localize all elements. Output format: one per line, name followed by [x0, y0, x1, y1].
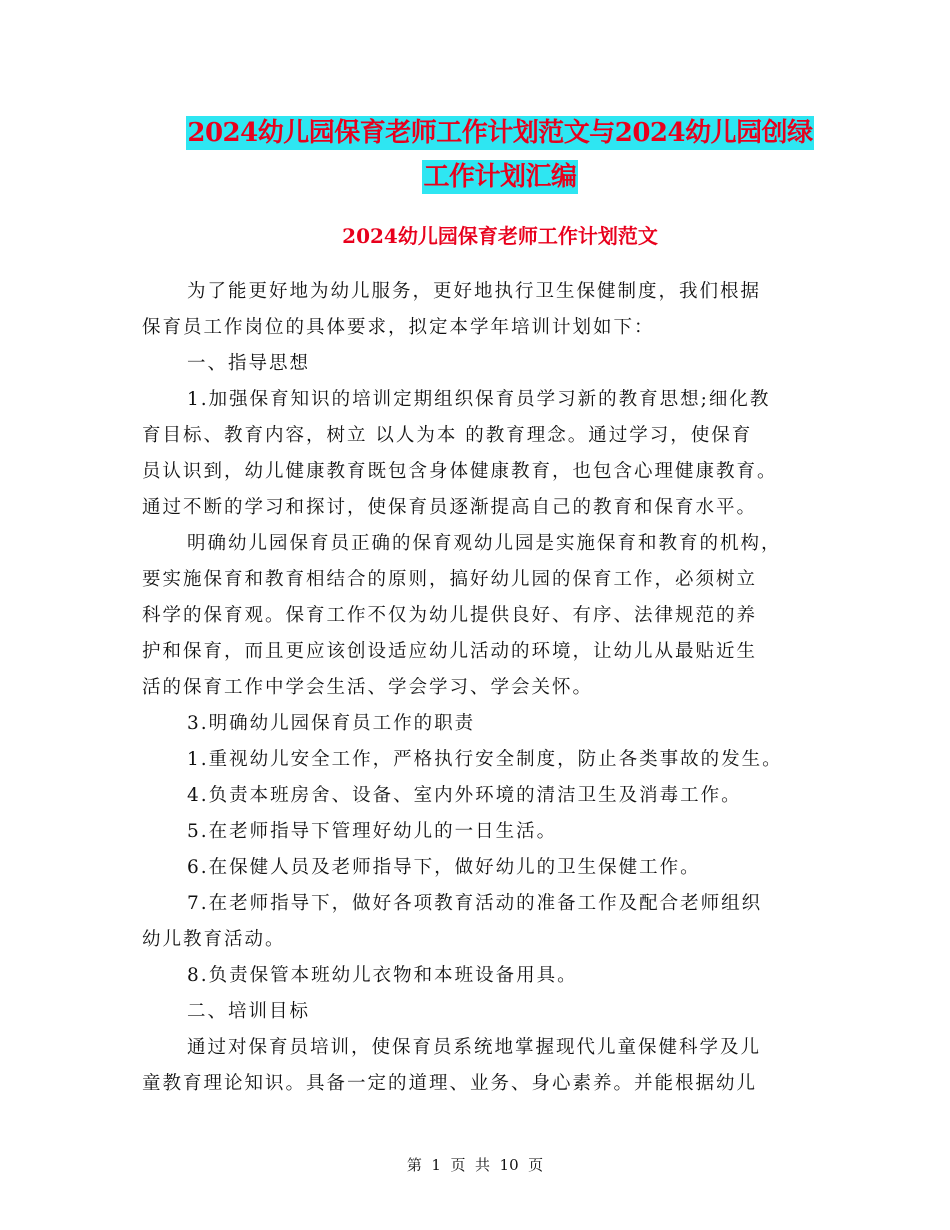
body-line: 通过不断的学习和探讨，使保育员逐渐提高自己的教育和保育水平。	[142, 497, 758, 518]
body-line: 通过对保育员培训，使保育员系统地掌握现代儿童保健科学及儿	[187, 1037, 762, 1058]
body-line: 童教育理论知识。具备一定的道理、业务、身心素养。并能根据幼儿	[142, 1073, 758, 1094]
body-line: 护和保育，而且更应该创设适应幼儿活动的环境，让幼儿从最贴近生	[142, 641, 758, 662]
heading-guiding-thought: 一、指导思想	[187, 353, 311, 374]
body-line: 1.重视幼儿安全工作，严格执行安全制度，防止各类事故的发生。	[187, 749, 783, 770]
body-line: 5.在老师指导下管理好幼儿的一日生活。	[187, 821, 558, 842]
document-title-text-1: 2024幼儿园保育老师工作计划范文与2024幼儿园创绿	[187, 118, 813, 148]
document-title-line-1	[130, 112, 870, 149]
page-footer: 第 1 页 共 10 页	[406, 1156, 544, 1174]
body-line: 明确幼儿园保育员正确的保育观幼儿园是实施保育和教育的机构，	[187, 533, 782, 554]
body-line: 1.加强保育知识的培训定期组织保育员学习新的教育思想;细化教	[187, 389, 771, 410]
body-line: 8.负责保管本班幼儿衣物和本班设备用具。	[187, 965, 578, 986]
heading-training-goals: 二、培训目标	[187, 1001, 311, 1022]
document-title-line-2	[130, 156, 870, 193]
section-title: 2024幼儿园保育老师工作计划范文	[342, 224, 658, 248]
body-line: 保育员工作岗位的具体要求，拟定本学年培训计划如下：	[142, 317, 655, 338]
body-line: 员认识到，幼儿健康教育既包含身体健康教育，也包含心理健康教育。	[142, 461, 778, 482]
body-line: 科学的保育观。保育工作不仅为幼儿提供良好、有序、法律规范的养	[142, 605, 758, 626]
body-line: 6.在保健人员及老师指导下，做好幼儿的卫生保健工作。	[187, 857, 701, 878]
document-title-text-2: 工作计划汇编	[423, 162, 577, 192]
body-line: 活的保育工作中学会生活、学会学习、学会关怀。	[142, 677, 594, 698]
body-line: 7.在老师指导下，做好各项教育活动的准备工作及配合老师组织	[187, 893, 763, 914]
body-line: 3.明确幼儿园保育员工作的职责	[187, 713, 476, 734]
body-line: 为了能更好地为幼儿服务，更好地执行卫生保健制度，我们根据	[187, 281, 762, 302]
body-line: 育目标、教育内容，树立 以人为本 的教育理念。通过学习，使保育	[142, 425, 753, 446]
body-line: 幼儿教育活动。	[142, 929, 286, 950]
body-line: 要实施保育和教育相结合的原则，搞好幼儿园的保育工作，必须树立	[142, 569, 758, 590]
body-line: 4.负责本班房舍、设备、室内外环境的清洁卫生及消毒工作。	[187, 785, 742, 806]
